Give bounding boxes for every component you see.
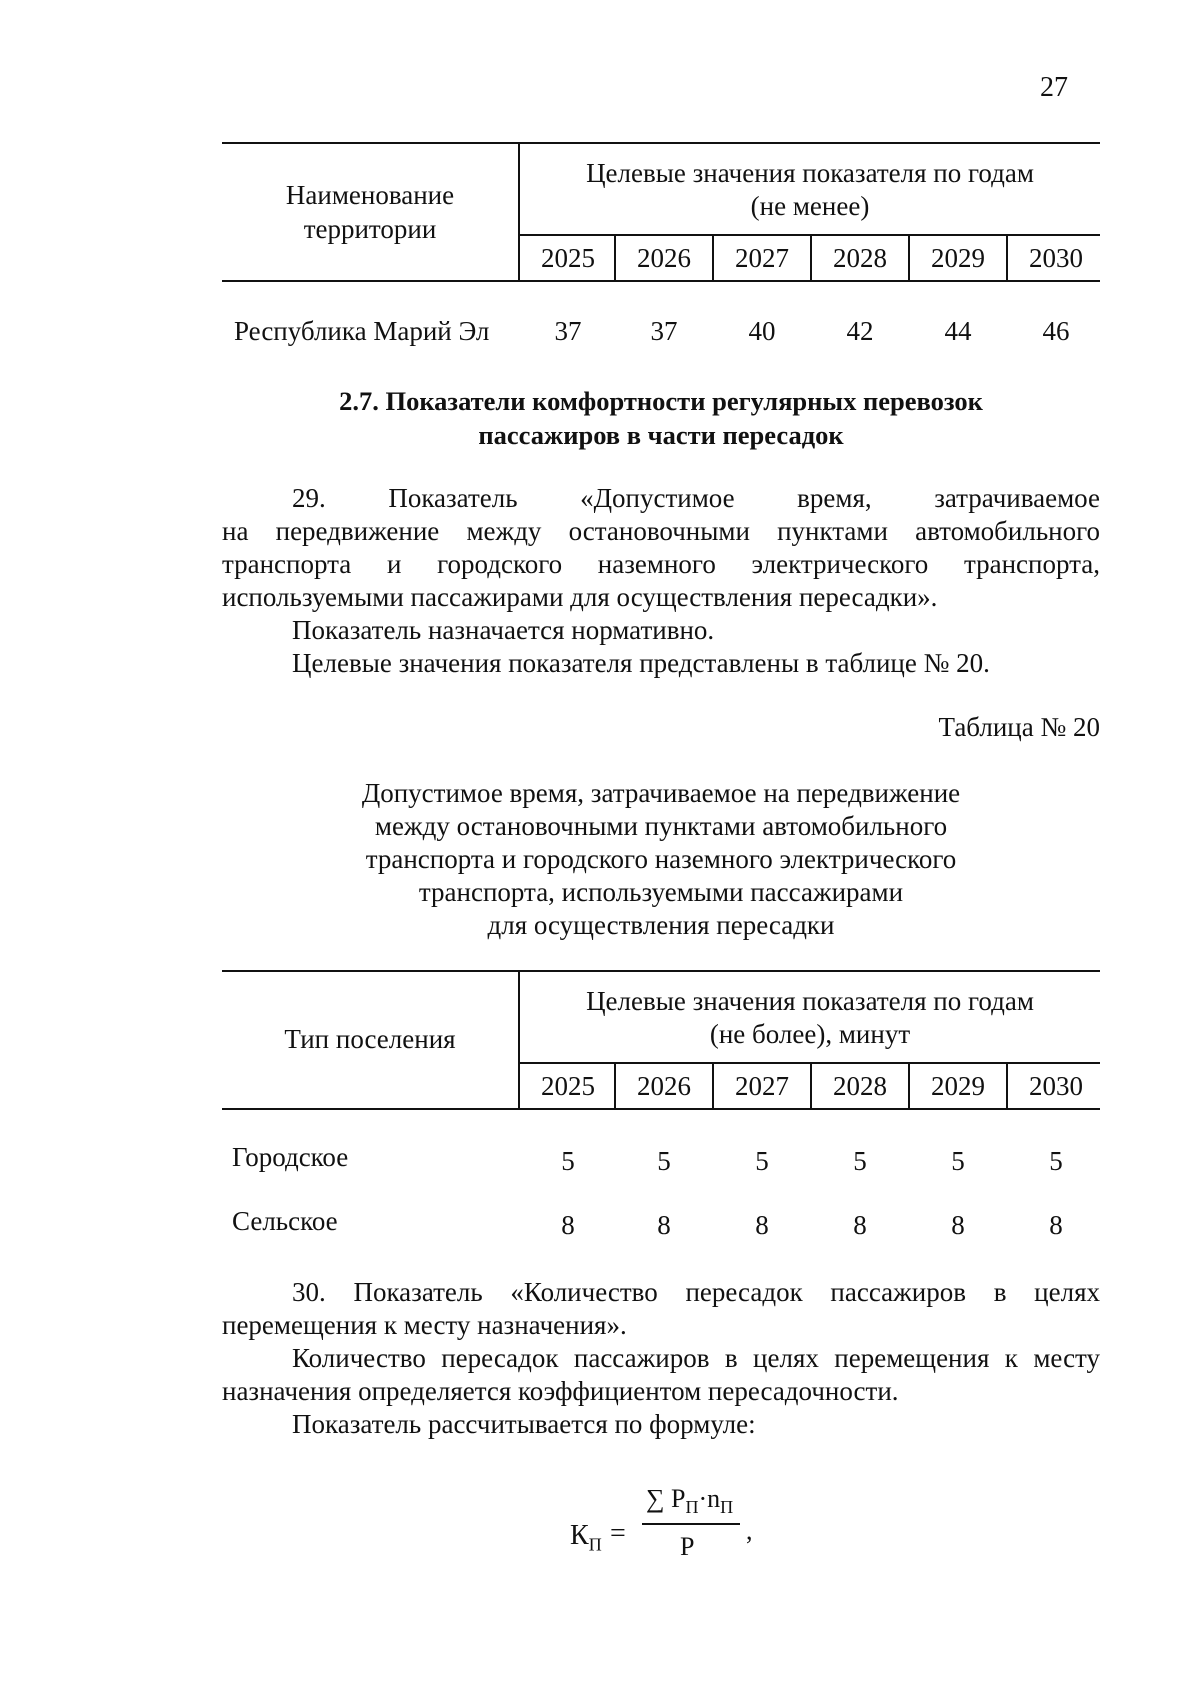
table1-name-header: Наименование территории	[285, 180, 455, 244]
table1-year: 2029	[931, 243, 985, 273]
table2-cell: 8	[755, 1210, 769, 1240]
table1-cell: 37	[554, 316, 582, 346]
table1-year: 2026	[637, 243, 691, 273]
table1-cell: 40	[748, 316, 776, 346]
table2-row-name: Сельское	[232, 1206, 338, 1236]
table2-cell: 5	[951, 1146, 965, 1176]
table2-cell: 8	[561, 1210, 575, 1240]
table2-cell: 5	[657, 1146, 671, 1176]
table2-values-header: Целевые значения показателя по годам (не более), минут	[586, 986, 1034, 1049]
table2-cell: 8	[853, 1210, 867, 1240]
formula-equals: =	[610, 1518, 626, 1549]
table1-year: 2028	[833, 243, 887, 273]
table1-top-border	[222, 142, 1100, 144]
page-number: 27	[1040, 72, 1068, 103]
table1-header-bottom-border	[222, 280, 1100, 282]
table2-year: 2027	[735, 1071, 789, 1101]
table2-year: 2025	[541, 1071, 595, 1101]
paragraph-30: 30. Показатель «Количество пересадок пассажиров в целях перемещения к месту назначения». Количество пересадок пассажиров в целях перемещения к месту назначения определяется коэффициентом пересадочности. Показатель рассчитывается по формуле:	[222, 1277, 1100, 1439]
table1-cell: 37	[650, 316, 678, 346]
table1-cell: 44	[944, 316, 972, 346]
table1-year: 2027	[735, 243, 789, 273]
table2-year: 2030	[1029, 1071, 1083, 1101]
table2-cell: 5	[1049, 1146, 1063, 1176]
table2-cell: 5	[561, 1146, 575, 1176]
table1-cell: 42	[846, 316, 874, 346]
table-number-label: Таблица № 20	[938, 712, 1100, 742]
table1-row-name: Республика Марий Эл	[234, 316, 490, 346]
table1-cell: 46	[1042, 316, 1070, 346]
formula-denominator: Р	[680, 1532, 695, 1561]
table1-year: 2025	[541, 243, 595, 273]
table2-header-bottom-border	[222, 1108, 1100, 1110]
section-heading: 2.7. Показатели комфортности регулярных перевозок пассажиров в части пересадок	[339, 386, 983, 450]
table2-cell: 8	[657, 1210, 671, 1240]
table2-year: 2029	[931, 1071, 985, 1101]
table2-cell: 5	[853, 1146, 867, 1176]
table1-values-header: Целевые значения показателя по годам (не менее)	[586, 158, 1034, 221]
table2-year: 2026	[637, 1071, 691, 1101]
table2-cell: 5	[755, 1146, 769, 1176]
formula-lhs: $К_П$	[570, 1520, 602, 1555]
table2-cell: 8	[1049, 1210, 1063, 1240]
table2-year: 2028	[833, 1071, 887, 1101]
table2-cell: 8	[951, 1210, 965, 1240]
table2-type-header: Тип поселения	[284, 1024, 456, 1054]
paragraph-29: 29. Показатель «Допустимое время, затрачиваемое на передвижение между остановочными пунктами автомобильного транспорта и городского наземного электрического транспорта, используемыми пассажирами для осуществления пересадки». Показатель назначается нормативно. Целевые значения показателя представлены в таблице № 20.	[222, 483, 1100, 678]
table2-top-border	[222, 970, 1100, 972]
table-caption: Допустимое время, затрачиваемое на передвижение между остановочными пунктами автомобильного транспорта и городского наземного электрического транспорта, используемыми пассажирами для осуществления пересадки	[361, 778, 961, 940]
table1-year: 2030	[1029, 243, 1083, 273]
formula-fraction-bar	[642, 1523, 740, 1525]
formula-comma: ,	[746, 1516, 753, 1545]
formula-numerator: ∑ $Р_П\cdot n_П$	[646, 1484, 734, 1518]
table2-row-name: Городское	[232, 1142, 349, 1172]
